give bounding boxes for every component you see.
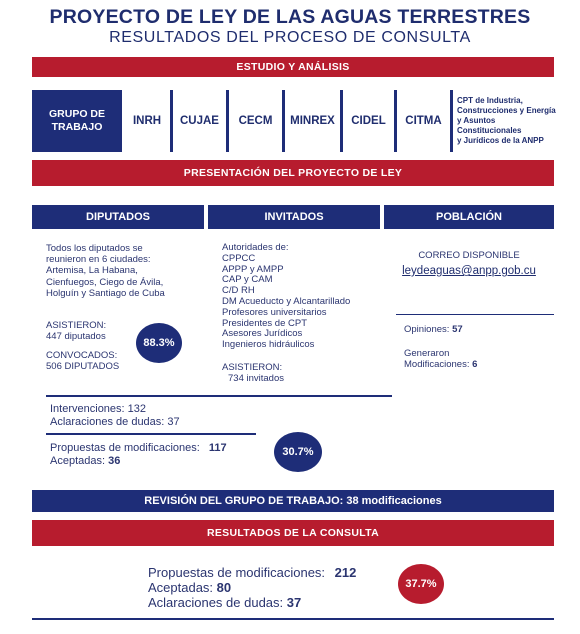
intervenciones-percent: 30.7% xyxy=(282,446,314,458)
page-title: PROYECTO DE LEY DE LAS AGUAS TERRESTRES xyxy=(49,6,531,28)
cpt-line: y Jurídicos de la ANPP xyxy=(457,136,544,145)
asistieron-value: 447 diputados xyxy=(46,331,106,343)
cpt-line: y Asuntos Constitucionales xyxy=(457,116,522,135)
diputados-desc-line: Cienfuegos, Ciego de Ávila, xyxy=(46,276,164,288)
presentacion-bar-label: PRESENTACIÓN DEL PROYECTO DE LEY xyxy=(183,167,403,179)
estudio-bar xyxy=(32,57,554,77)
generaron-value: 6 xyxy=(472,359,478,371)
invitados-item: Presidentes de CPT xyxy=(222,317,308,329)
diputados-percent-badge xyxy=(136,323,182,363)
intervenciones-percent-badge xyxy=(274,432,322,472)
invitados-item: DM Acueducto y Alcantarillado xyxy=(222,295,351,307)
org-inrh: INRH xyxy=(132,115,162,127)
resultados-bar-label: RESULTADOS DE LA CONSULTA xyxy=(207,527,379,539)
invitados-item: APPP y AMPP xyxy=(222,263,284,275)
invitados-asistieron xyxy=(222,362,342,384)
aceptadas-value: 36 xyxy=(108,455,121,467)
grupo-trabajo-box xyxy=(32,90,122,152)
resultados-percent-badge xyxy=(398,564,444,604)
resultados-aclaraciones-value: 37 xyxy=(286,595,302,610)
aceptadas-label: Aceptadas: xyxy=(50,455,106,467)
diputados-desc-line: Holguín y Santiago de Cuba xyxy=(46,287,165,299)
grupo-line-1: GRUPO DE xyxy=(48,108,105,120)
diputados-desc-line: reunieron en 6 ciudades: xyxy=(46,254,151,266)
resultados-aceptadas-label: Aceptadas: xyxy=(148,580,214,595)
generaron xyxy=(404,348,477,370)
invitados-item: CPPCC xyxy=(222,252,256,264)
resultados-aceptadas-value: 80 xyxy=(216,580,232,595)
propuestas-block xyxy=(50,442,280,468)
poblacion-divider xyxy=(396,314,554,315)
org-minrex: MINREX xyxy=(282,90,340,152)
aclaraciones-line: Aclaraciones de dudas: 37 xyxy=(50,416,180,428)
poblacion-header-label: POBLACIÓN xyxy=(436,211,502,223)
intervenciones-line: Intervenciones: 132 xyxy=(50,403,147,415)
org-cidel: CIDEL xyxy=(340,90,394,152)
intervenciones-divider xyxy=(46,395,392,397)
opiniones xyxy=(404,324,463,335)
propuestas-value: 117 xyxy=(208,442,227,454)
invitados-item: Ingenieros hidráulicos xyxy=(222,339,315,351)
poblacion-header xyxy=(384,205,554,229)
invitados-item: Autoridades de: xyxy=(222,242,289,253)
invitados-header xyxy=(208,205,380,229)
invitados-item: C/D RH xyxy=(222,285,255,297)
resultados-block xyxy=(148,565,408,610)
diputados-header-label: DIPUTADOS xyxy=(86,211,150,223)
diputados-desc-line: Todos los diputados se xyxy=(46,243,143,254)
asistieron-label: ASISTIERON: xyxy=(46,320,107,331)
diputados-convocados xyxy=(46,350,146,372)
resultados-aclaraciones-label: Aclaraciones de dudas: xyxy=(148,595,284,610)
presentacion-bar xyxy=(32,160,554,186)
estudio-bar-label: ESTUDIO Y ANÁLISIS xyxy=(236,61,350,73)
convocados-value: 506 DIPUTADOS xyxy=(46,361,120,373)
propuestas-label: Propuestas de modificaciones: xyxy=(50,442,200,454)
bottom-divider xyxy=(32,618,554,620)
org-cujae: CUJAE xyxy=(170,90,226,152)
invitados-asistieron-label: ASISTIERON: xyxy=(222,362,283,373)
generaron-label: Modificaciones: xyxy=(404,359,470,371)
correo-label: CORREO DISPONIBLE xyxy=(418,250,520,261)
invitados-item: Profesores universitarios xyxy=(222,306,327,318)
invitados-asistieron-value: 734 invitados xyxy=(228,373,284,385)
generaron-line1: Generaron xyxy=(404,348,450,359)
convocados-label: CONVOCADOS: xyxy=(46,350,118,361)
cpt-line: Construcciones y Energía xyxy=(457,106,556,115)
invitados-list xyxy=(222,243,382,351)
grupo-line-2: TRABAJO xyxy=(51,121,103,133)
resultados-propuestas-value: 212 xyxy=(334,565,357,580)
propuestas-divider xyxy=(46,433,256,435)
intervenciones-block xyxy=(50,403,290,429)
opiniones-label: Opiniones: xyxy=(404,324,450,335)
resultados-propuestas-label: Propuestas de modificaciones: xyxy=(148,565,326,580)
invitados-header-label: INVITADOS xyxy=(264,211,324,223)
diputados-description xyxy=(46,243,206,299)
diputados-asistieron xyxy=(46,320,146,342)
resultados-bar xyxy=(32,520,554,546)
invitados-item: Asesores Jurídicos xyxy=(222,328,303,340)
org-cecm: CECM xyxy=(226,90,282,152)
page-subtitle: RESULTADOS DEL PROCESO DE CONSULTA xyxy=(109,29,471,46)
org-cpt xyxy=(450,90,556,152)
diputados-desc-line: Artemisa, La Habana, xyxy=(46,265,138,277)
opiniones-value: 57 xyxy=(452,324,463,335)
org-citma: CITMA xyxy=(394,90,450,152)
invitados-item: CAP y CAM xyxy=(222,274,273,286)
cpt-line: CPT de Industria, xyxy=(457,96,523,105)
diputados-header xyxy=(32,205,204,229)
revision-bar xyxy=(32,490,554,512)
revision-bar-label: REVISIÓN DEL GRUPO DE TRABAJO: 38 modificaciones xyxy=(144,495,442,507)
resultados-percent: 37.7% xyxy=(405,578,437,590)
diputados-percent: 88.3% xyxy=(143,337,175,349)
email-link[interactable]: leydeaguas@anpp.gob.cu xyxy=(402,265,536,277)
